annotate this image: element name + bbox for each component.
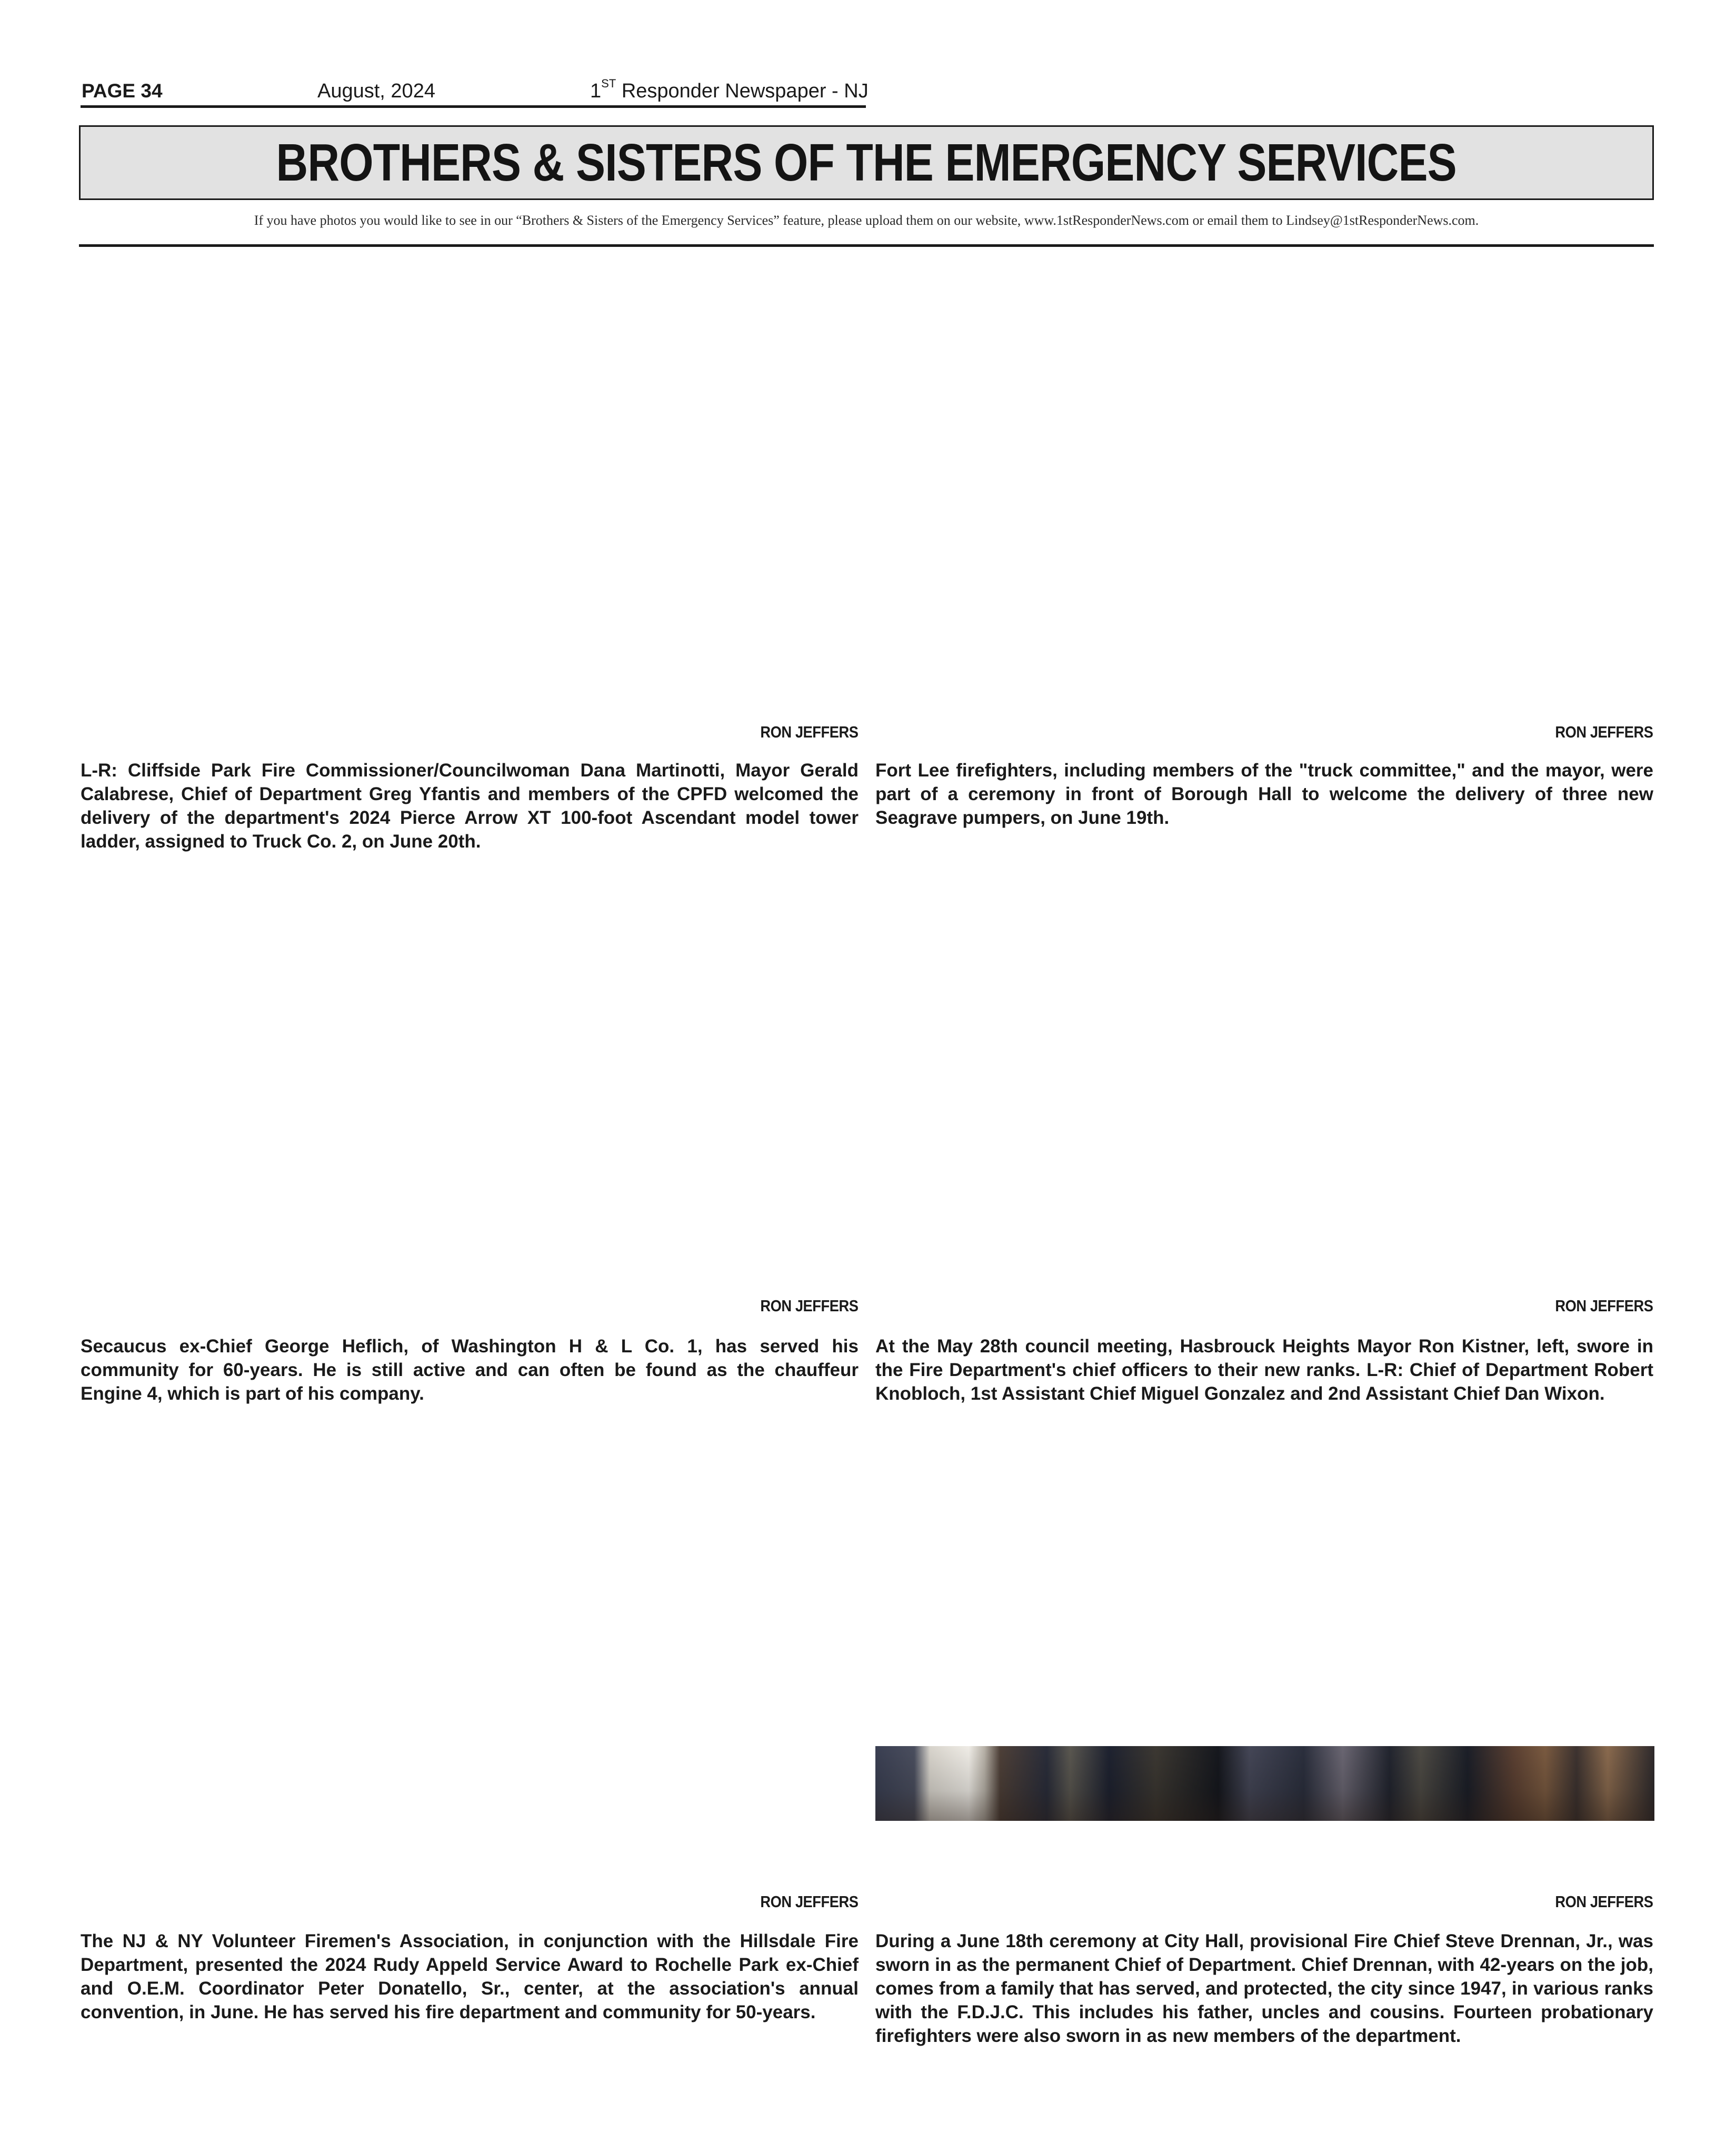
page-number: PAGE 34 bbox=[82, 80, 163, 102]
photo-caption: Secaucus ex-Chief George Heflich, of Washington H & L Co. 1, has served his community for 60-years. He is still active and can often be found as the chauffeur Engine 4, which is part of his company. bbox=[81, 1336, 859, 1404]
photo-credit: RON JEFFERS bbox=[760, 1297, 859, 1315]
photo-caption: At the May 28th council meeting, Hasbrouck Heights Mayor Ron Kistner, left, swore in the Fire Department's chief officers to their new ranks. L-R: Chief of Department Robert Knobloch, 1st Assistant Chief Miguel Gonzalez and 2nd Assistant Chief Dan Wixon. bbox=[875, 1336, 1653, 1404]
photo-caption: During a June 18th ceremony at City Hall, provisional Fire Chief Steve Drennan, Jr., was sworn in as the permanent Chief of Department. Chief Drennan, with 42-years on the job, comes from a family that has served, and protected, the city since 1947, in various ranks with the F.D.J.C. This includes his father, uncles and cousins. Fourteen probationary firefighters were also sworn in as new members of the department. bbox=[875, 1931, 1653, 2046]
photo-credit: RON JEFFERS bbox=[760, 723, 859, 741]
running-head bbox=[81, 78, 870, 109]
photo-credit: RON JEFFERS bbox=[1555, 1297, 1653, 1315]
running-head-rule bbox=[81, 105, 866, 108]
photo-credit: RON JEFFERS bbox=[1555, 723, 1653, 741]
newspaper-name-prefix: 1 bbox=[590, 80, 602, 102]
section-title: BROTHERS & SISTERS OF THE EMERGENCY SERVICES bbox=[276, 133, 1457, 192]
submission-note: If you have photos you would like to see in our “Brothers & Sisters of the Emergency Services” feature, please upload them on our website, www.1stResponderNews.com or email them to Lindsey@1stResponderNews.com. bbox=[254, 213, 1479, 228]
photo-credit: RON JEFFERS bbox=[1555, 1892, 1653, 1911]
photo-caption: Fort Lee firefighters, including members of the "truck committee," and the mayor, were part of a ceremony in front of Borough Hall to welcome the delivery of three new Seagrave pumpers, on June 19th. bbox=[875, 760, 1653, 828]
newspaper-name-superscript: ST bbox=[601, 77, 616, 90]
newspaper-name bbox=[590, 77, 869, 103]
newspaper-name-rest: Responder Newspaper - NJ bbox=[616, 80, 869, 102]
ceremony-photo bbox=[875, 1746, 1654, 1821]
section-banner bbox=[79, 125, 1654, 200]
photo-caption: L-R: Cliffside Park Fire Commissioner/Councilwoman Dana Martinotti, Mayor Gerald Calabrese, Chief of Department Greg Yfantis and members of the CPFD welcomed the delivery of the department's 2024 Pierce Arrow XT 100-foot Ascendant model tower ladder, assigned to Truck Co. 2, on June 20th. bbox=[81, 760, 859, 852]
photo-caption: The NJ & NY Volunteer Firemen's Association, in conjunction with the Hillsdale Fire Department, presented the 2024 Rudy Appeld Service Award to Rochelle Park ex-Chief and O.E.M. Coordinator Peter Donatello, Sr., center, at the association's annual convention, in June. He has served his fire department and community for 50-years. bbox=[81, 1931, 859, 2022]
header-rule bbox=[79, 244, 1654, 247]
issue-date: August, 2024 bbox=[317, 80, 435, 102]
photo-credit: RON JEFFERS bbox=[760, 1892, 859, 1911]
